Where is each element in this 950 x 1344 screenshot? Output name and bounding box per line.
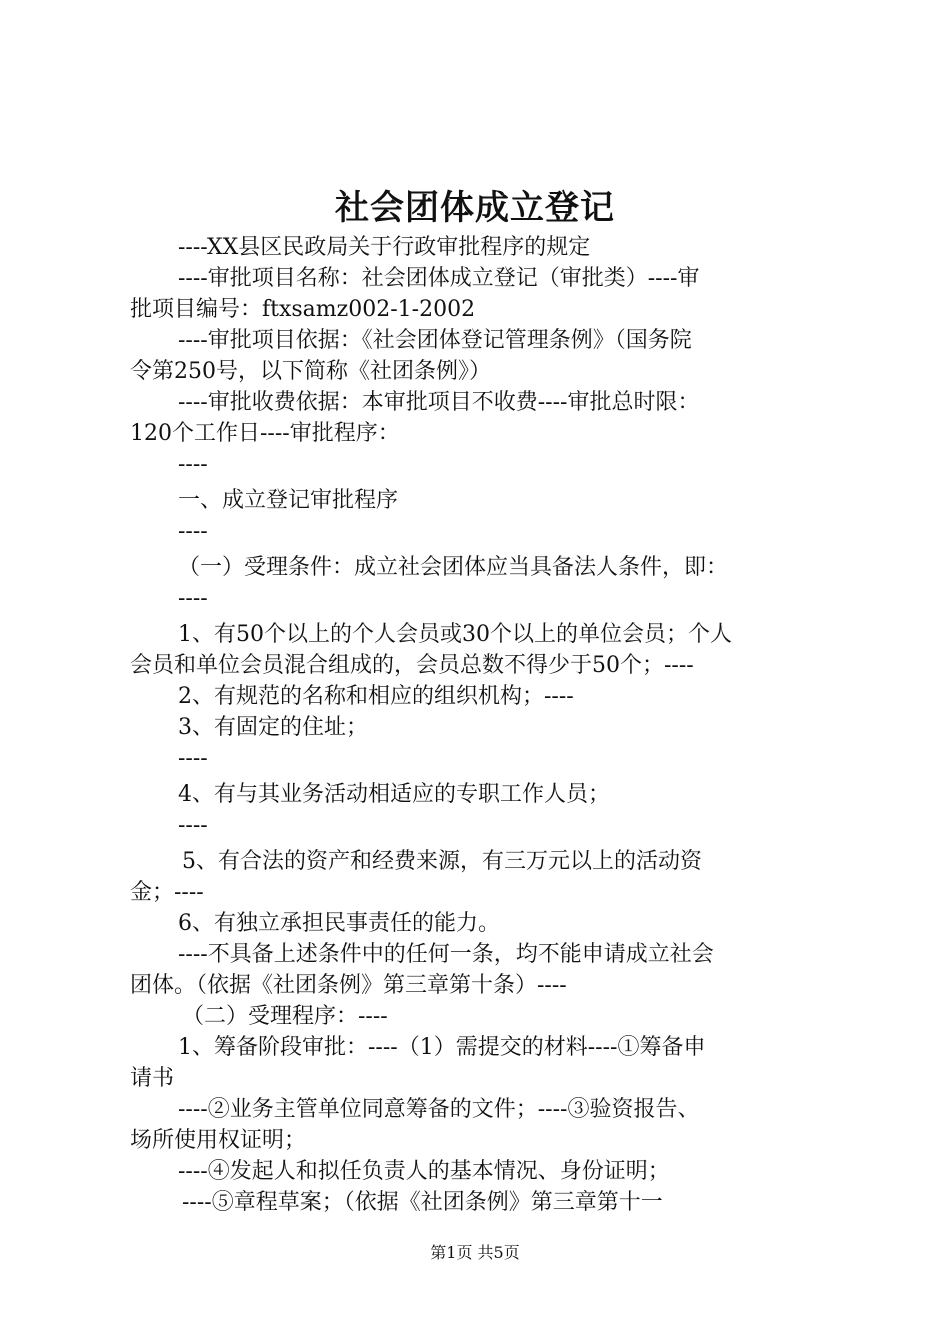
text-line: 会员和单位会员混合组成的，会员总数不得少于50个；---- bbox=[130, 653, 694, 678]
text-line: ----④发起人和拟任负责人的基本情况、身份证明； bbox=[178, 1159, 670, 1184]
text-line: 令第250号，以下简称《社团条例》） bbox=[130, 359, 491, 384]
subsection-heading: （一）受理条件：成立社会团体应当具备法人条件，即： bbox=[178, 555, 729, 580]
list-item: 1、筹备阶段审批：----（1）需提交的材料----①筹备申 bbox=[178, 1035, 706, 1060]
subsection-heading: （二）受理程序：---- bbox=[182, 1004, 388, 1029]
text-line: ---- bbox=[178, 813, 208, 838]
list-item: 1、有50个以上的个人会员或30个以上的单位会员；个人 bbox=[178, 622, 732, 647]
text-line: 120个工作日----审批程序： bbox=[130, 421, 400, 446]
text-line: 团体。（依据《社团条例》第三章第十条）---- bbox=[130, 973, 567, 998]
text-line: ---- bbox=[178, 586, 208, 611]
text-line: 金；---- bbox=[130, 880, 204, 905]
text-line: ----⑤章程草案；（依据《社团条例》第三章第十一 bbox=[182, 1190, 663, 1215]
text-line: 批项目编号：ftxsamz002-1-2002 bbox=[130, 297, 476, 322]
list-item: 4、有与其业务活动相适应的专职工作人员； bbox=[178, 782, 610, 807]
text-line: ----②业务主管单位同意筹备的文件；----③验资报告、 bbox=[178, 1097, 700, 1122]
text-line: ---- bbox=[178, 519, 208, 544]
text-line: ----审批收费依据：本审批项目不收费----审批总时限： bbox=[178, 390, 700, 415]
list-item: 6、有独立承担民事责任的能力。 bbox=[178, 911, 500, 936]
text-line: ---- bbox=[178, 746, 208, 771]
text-line: ---- bbox=[178, 452, 208, 477]
list-item: 5、有合法的资产和经费来源，有三万元以上的活动资 bbox=[182, 849, 702, 874]
text-line: ----审批项目依据：《社会团体登记管理条例》（国务院 bbox=[178, 328, 692, 353]
text-line: 请书 bbox=[130, 1066, 175, 1091]
list-item: 2、有规范的名称和相应的组织机构；---- bbox=[178, 684, 574, 709]
document-title: 社会团体成立登记 bbox=[335, 188, 615, 228]
text-line: ----不具备上述条件中的任何一条，均不能申请成立社会 bbox=[178, 942, 714, 967]
section-heading: 一、成立登记审批程序 bbox=[178, 488, 399, 513]
text-line: ----审批项目名称：社会团体成立登记（审批类）----审 bbox=[178, 266, 700, 291]
text-line: 场所使用权证明； bbox=[130, 1128, 307, 1153]
text-line: ----XX县区民政局关于行政审批程序的规定 bbox=[178, 235, 591, 260]
document-body bbox=[130, 232, 830, 1218]
list-item: 3、有固定的住址； bbox=[178, 715, 368, 740]
page-number: 第1页 共5页 bbox=[430, 1243, 520, 1262]
